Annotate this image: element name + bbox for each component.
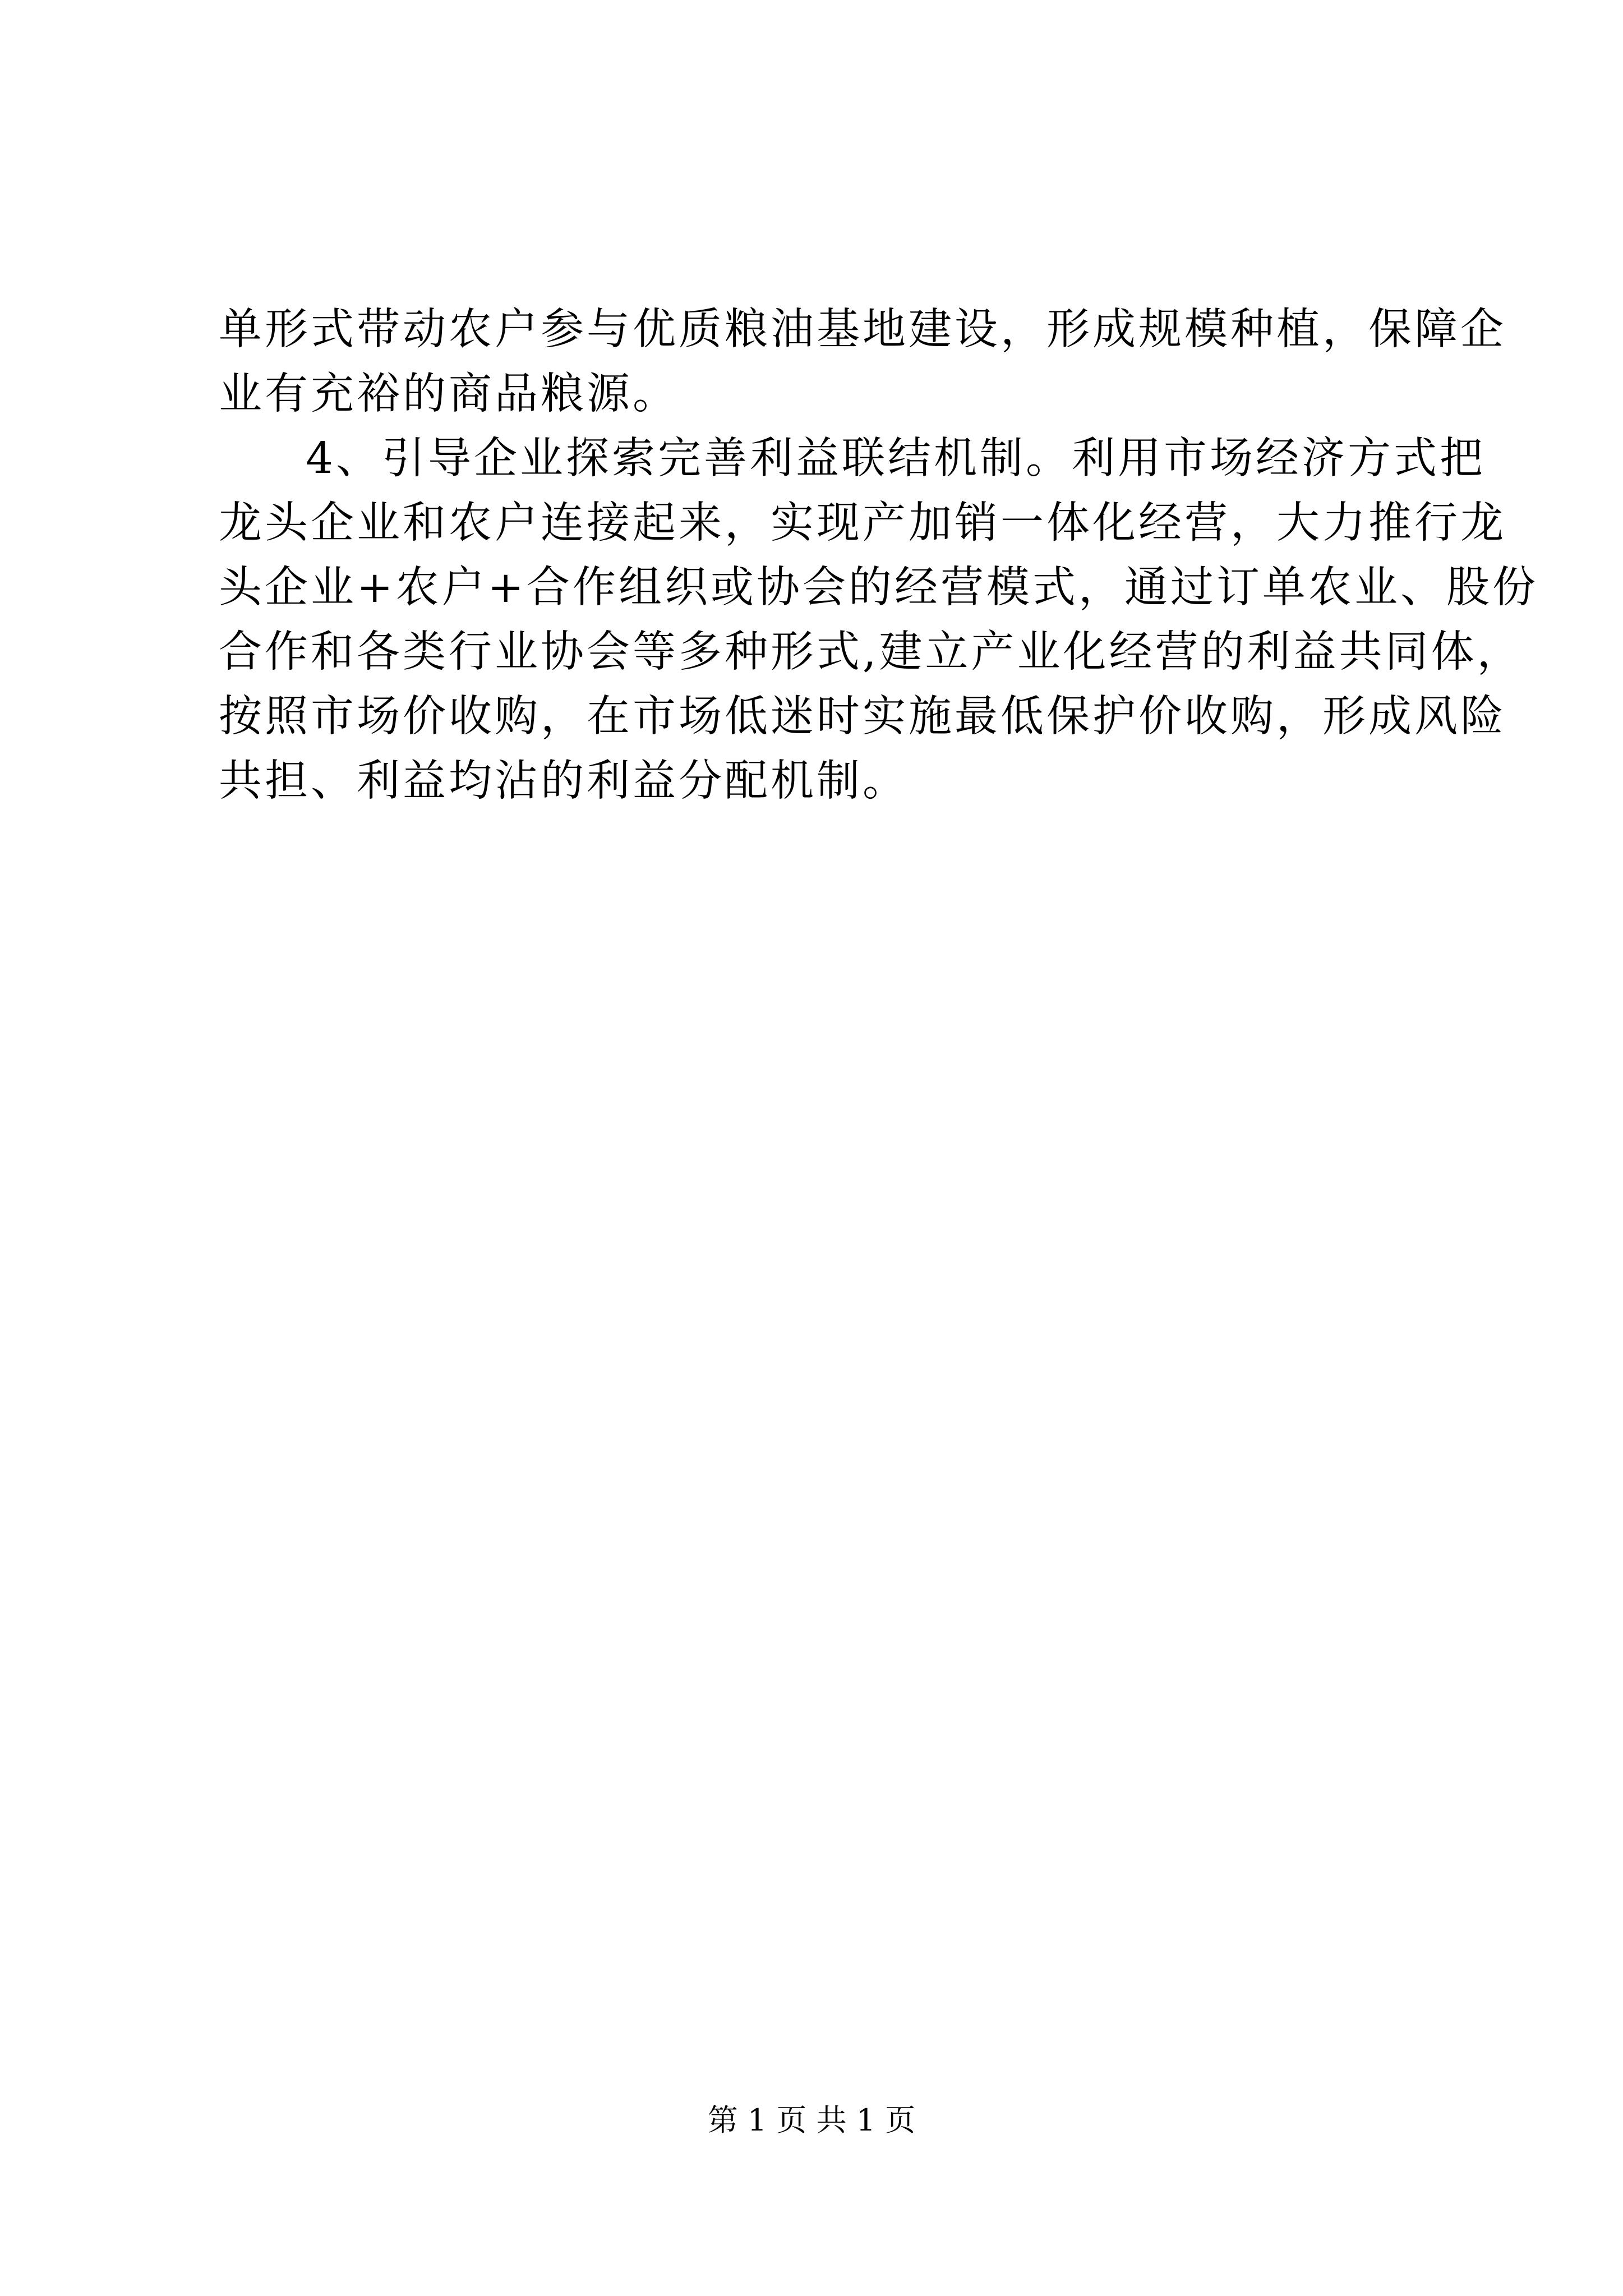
page-footer	[0, 2101, 1623, 2140]
text-line: 共担、利益均沾的利益分配机制。	[219, 756, 909, 806]
document-body	[219, 297, 1539, 813]
text-line: 4、引导企业探索完善利益联结机制。利用市场经济方式把	[306, 434, 1486, 484]
text-line: 合作和各类行业协会等多种形式,建立产业化经营的利益共同体，	[219, 627, 1523, 677]
text-line: 单形式带动农户参与优质粮油基地建设，形成规模种植，保障企	[219, 305, 1506, 355]
text-line: 按照市场价收购，在市场低迷时实施最低保护价收购，形成风险	[219, 692, 1506, 742]
paragraph-continued	[219, 297, 1506, 426]
text-line: 业有充裕的商品粮源。	[219, 369, 679, 419]
page-number-label: 第 1 页 共 1 页	[707, 2102, 916, 2138]
paragraph-4	[219, 426, 1539, 813]
text-line: 龙头企业和农户连接起来，实现产加销一体化经营，大力推行龙	[219, 498, 1506, 548]
text-line: 头企业+农户+合作组织或协会的经营模式，通过订单农业、股份	[219, 563, 1539, 613]
